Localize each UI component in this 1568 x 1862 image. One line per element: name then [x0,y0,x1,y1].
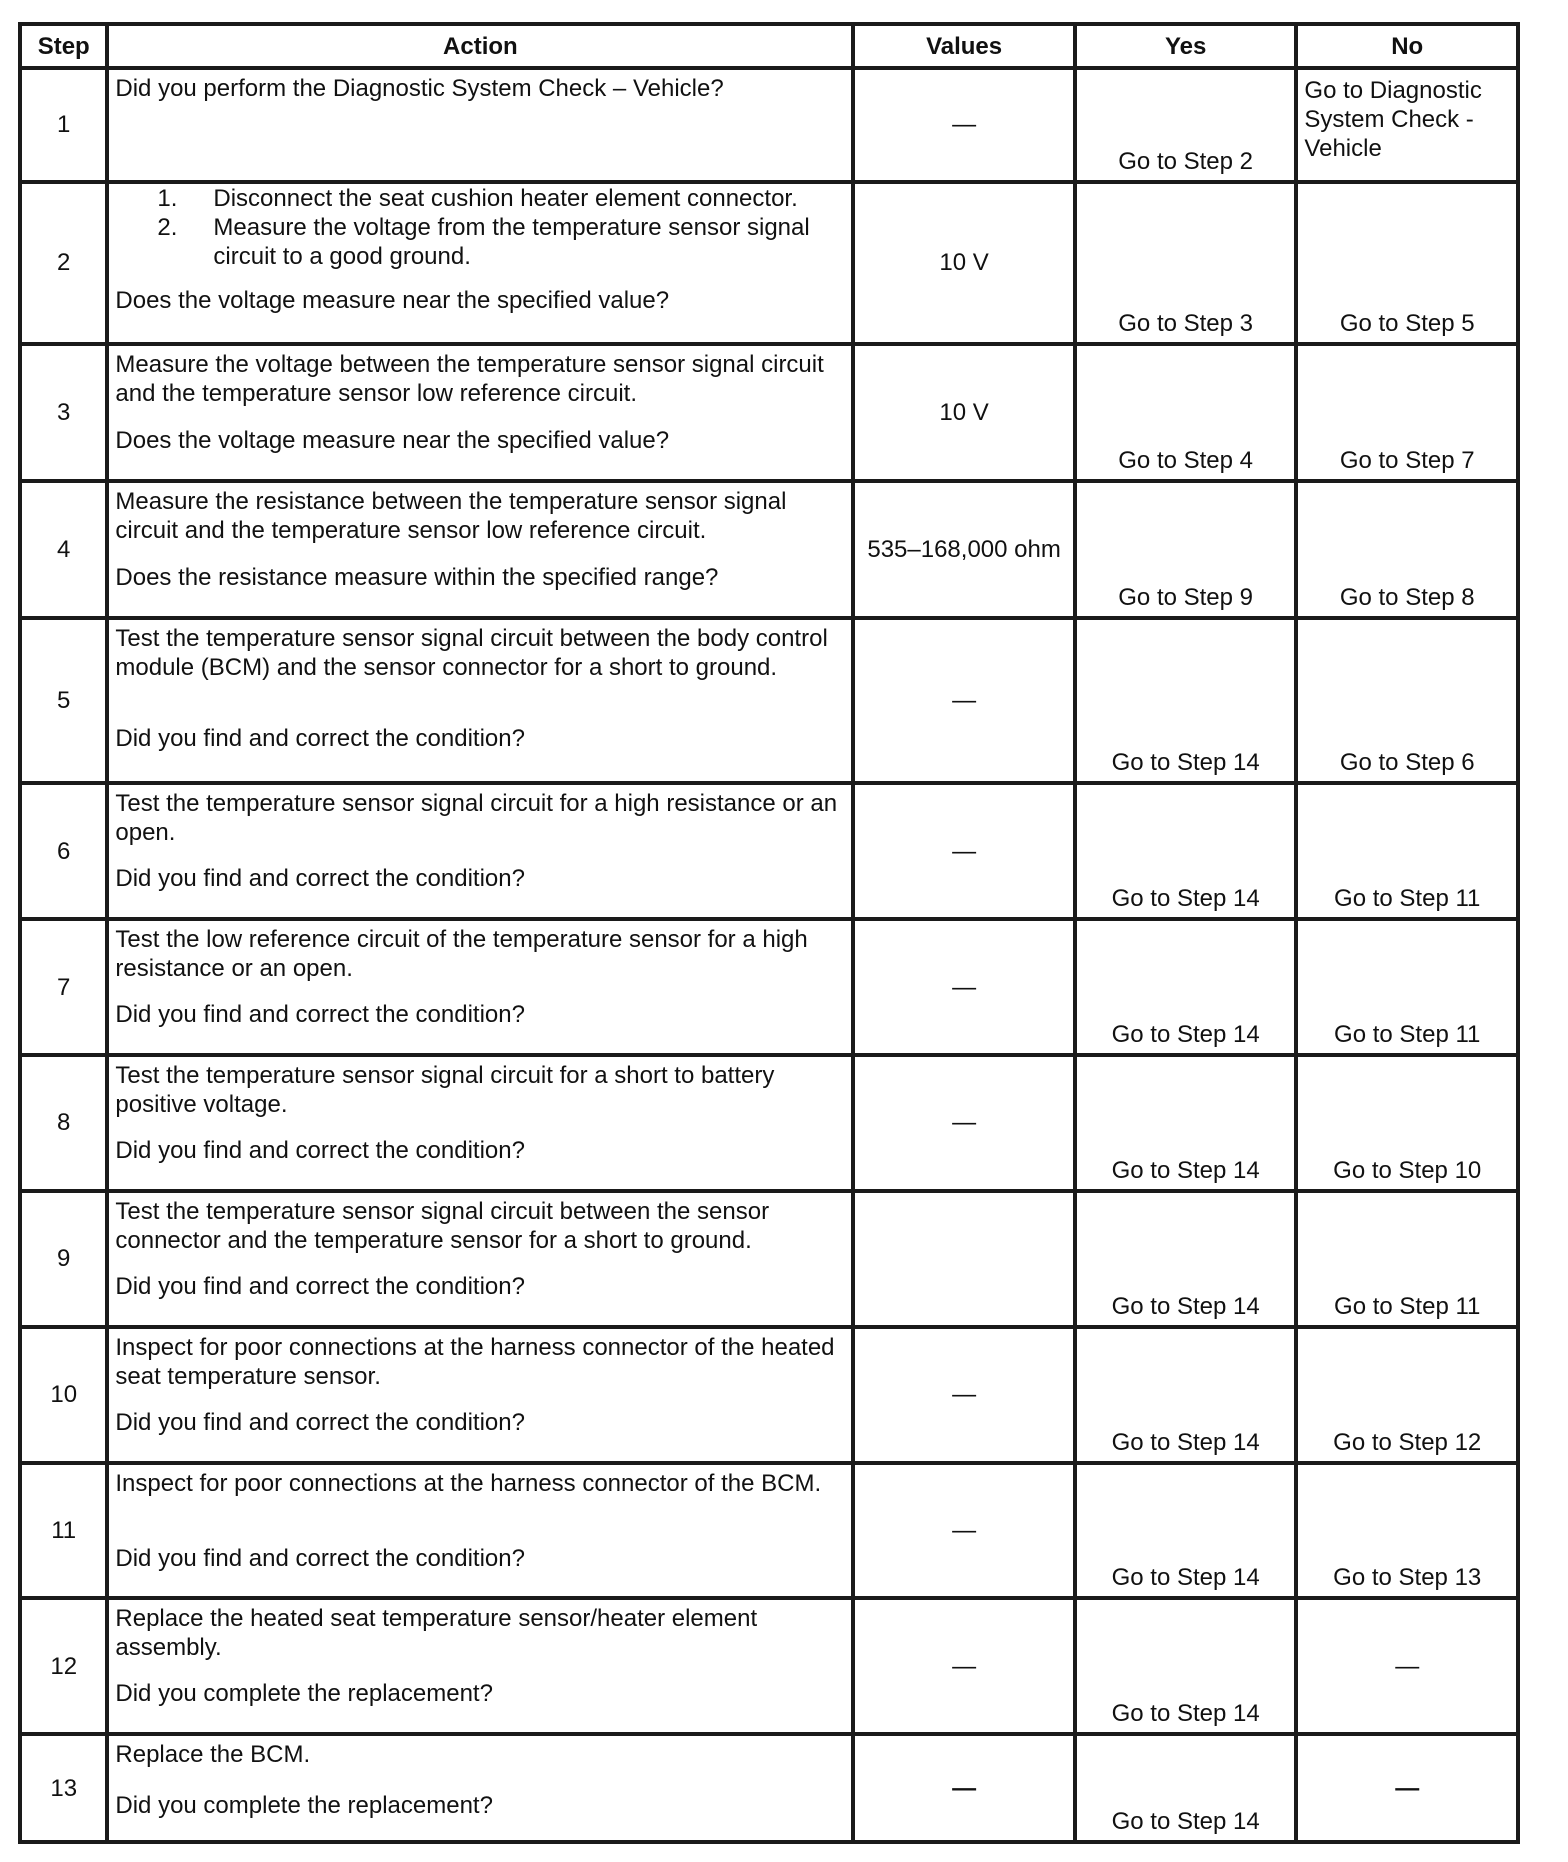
no-cell: Go to Diagnostic System Check - Vehicle [1296,68,1518,182]
action-cell [107,1734,853,1842]
yes-cell: Go to Step 14 [1075,1191,1297,1327]
step-number: 5 [20,618,107,783]
action-cell [107,68,853,182]
diagnostic-table [18,22,1520,1844]
action-question: Does the voltage measure near the specified value? [115,427,670,455]
action-cell [107,919,853,1055]
yes-cell: Go to Step 14 [1075,783,1297,919]
no-cell: Go to Step 11 [1296,1191,1518,1327]
yes-cell: Go to Step 14 [1075,1327,1297,1463]
value-cell: — [853,68,1075,182]
table-row [20,919,1518,1055]
value-cell: — [853,783,1075,919]
yes-cell: Go to Step 3 [1075,182,1297,345]
value-cell: 10 V [853,344,1075,481]
list-item: 2. Measure the voltage from the temperature sensor signal circuit to a good ground. [157,213,810,270]
value-cell: 535–168,000 ohm [853,481,1075,618]
table-row [20,1327,1518,1463]
step-number: 6 [20,783,107,919]
table-row [20,182,1518,345]
table-row [20,68,1518,182]
no-cell: Go to Step 8 [1296,481,1518,618]
value-cell: — [853,1734,1075,1842]
action-question: Does the resistance measure within the specified range? [115,564,719,592]
table-row [20,1463,1518,1599]
action-cell [107,1598,853,1734]
no-cell: Go to Step 13 [1296,1463,1518,1599]
value-cell: — [853,618,1075,783]
action-cell [107,1055,853,1191]
action-step-list [115,184,847,271]
value-cell [853,1191,1075,1327]
step-number: 10 [20,1327,107,1463]
table-row [20,618,1518,783]
action-cell [107,481,853,618]
table-row [20,481,1518,618]
action-question: Did you find and correct the condition? [115,1408,525,1436]
action-question: Did you find and correct the condition? [115,1272,525,1300]
action-instruction: Replace the BCM. [115,1741,311,1769]
table-row [20,344,1518,481]
value-cell: — [853,1327,1075,1463]
action-instruction: Did you perform the Diagnostic System Check – Vehicle? [115,75,724,102]
table-row [20,1191,1518,1327]
action-cell [107,1463,853,1599]
action-question: Did you complete the replacement? [115,1680,493,1708]
yes-cell: Go to Step 14 [1075,1598,1297,1734]
action-instruction: Test the low reference circuit of the temperature sensor for a high resistance or an open. [115,926,808,983]
table-row [20,1055,1518,1191]
action-question: Does the voltage measure near the specified value? [115,286,670,314]
table-row [20,1598,1518,1734]
yes-cell: Go to Step 2 [1075,68,1297,182]
value-cell: — [853,919,1075,1055]
no-cell: — [1296,1598,1518,1734]
no-cell: Go to Step 5 [1296,182,1518,345]
step-number: 7 [20,919,107,1055]
value-cell: — [853,1598,1075,1734]
no-cell: Go to Step 12 [1296,1327,1518,1463]
value-cell: — [853,1055,1075,1191]
header-step: Step [20,24,107,68]
yes-cell: Go to Step 4 [1075,344,1297,481]
action-instruction: Inspect for poor connections at the harness connector of the heated seat temperature sensor. [115,1333,835,1390]
step-number: 1 [20,68,107,182]
header-action: Action [107,24,853,68]
action-instruction: Test the temperature sensor signal circuit between the sensor connector and the temperature sensor for a short to ground. [115,1197,770,1254]
no-cell: Go to Step 7 [1296,344,1518,481]
action-instruction: Measure the voltage between the temperature sensor signal circuit and the temperature sensor low reference circuit. [115,351,824,408]
yes-cell: Go to Step 9 [1075,481,1297,618]
action-cell [107,783,853,919]
yes-cell: Go to Step 14 [1075,919,1297,1055]
action-cell [107,182,853,345]
table-row [20,783,1518,919]
no-cell: — [1296,1734,1518,1842]
yes-cell: Go to Step 14 [1075,1055,1297,1191]
yes-cell: Go to Step 14 [1075,1463,1297,1599]
action-instruction: Test the temperature sensor signal circuit for a high resistance or an open. [115,790,838,847]
yes-cell: Go to Step 14 [1075,618,1297,783]
action-question: Did you find and correct the condition? [115,1001,525,1029]
yes-cell: Go to Step 14 [1075,1734,1297,1842]
step-number: 3 [20,344,107,481]
list-item: 1. Disconnect the seat cushion heater element connector. [157,184,798,212]
no-cell: Go to Step 11 [1296,919,1518,1055]
step-number: 8 [20,1055,107,1191]
header-row [20,24,1518,68]
action-instruction: Replace the heated seat temperature sensor/heater element assembly. [115,1605,758,1662]
action-question: Did you find and correct the condition? [115,865,525,893]
action-cell [107,1327,853,1463]
action-question: Did you find and correct the condition? [115,725,525,753]
header-no: No [1296,24,1518,68]
table-row [20,1734,1518,1842]
action-cell [107,618,853,783]
value-cell: — [853,1463,1075,1599]
step-number: 2 [20,182,107,345]
action-question: Did you find and correct the condition? [115,1544,525,1572]
action-question: Did you find and correct the condition? [115,1137,525,1165]
action-instruction: Measure the resistance between the temperature sensor signal circuit and the temperature sensor low reference circuit. [115,488,787,545]
no-cell: Go to Step 6 [1296,618,1518,783]
step-number: 4 [20,481,107,618]
step-number: 12 [20,1598,107,1734]
action-instruction: Test the temperature sensor signal circuit for a short to battery positive voltage. [115,1062,775,1119]
no-cell: Go to Step 11 [1296,783,1518,919]
action-cell [107,344,853,481]
step-number: 9 [20,1191,107,1327]
step-number: 13 [20,1734,107,1842]
action-question: Did you complete the replacement? [115,1792,493,1820]
header-values: Values [853,24,1075,68]
action-instruction: Test the temperature sensor signal circuit between the body control module (BCM) and the sensor connector for a short to ground. [115,625,828,682]
header-yes: Yes [1075,24,1297,68]
action-instruction: Inspect for poor connections at the harness connector of the BCM. [115,1469,822,1497]
step-number: 11 [20,1463,107,1599]
value-cell: 10 V [853,182,1075,345]
no-cell: Go to Step 10 [1296,1055,1518,1191]
action-cell [107,1191,853,1327]
